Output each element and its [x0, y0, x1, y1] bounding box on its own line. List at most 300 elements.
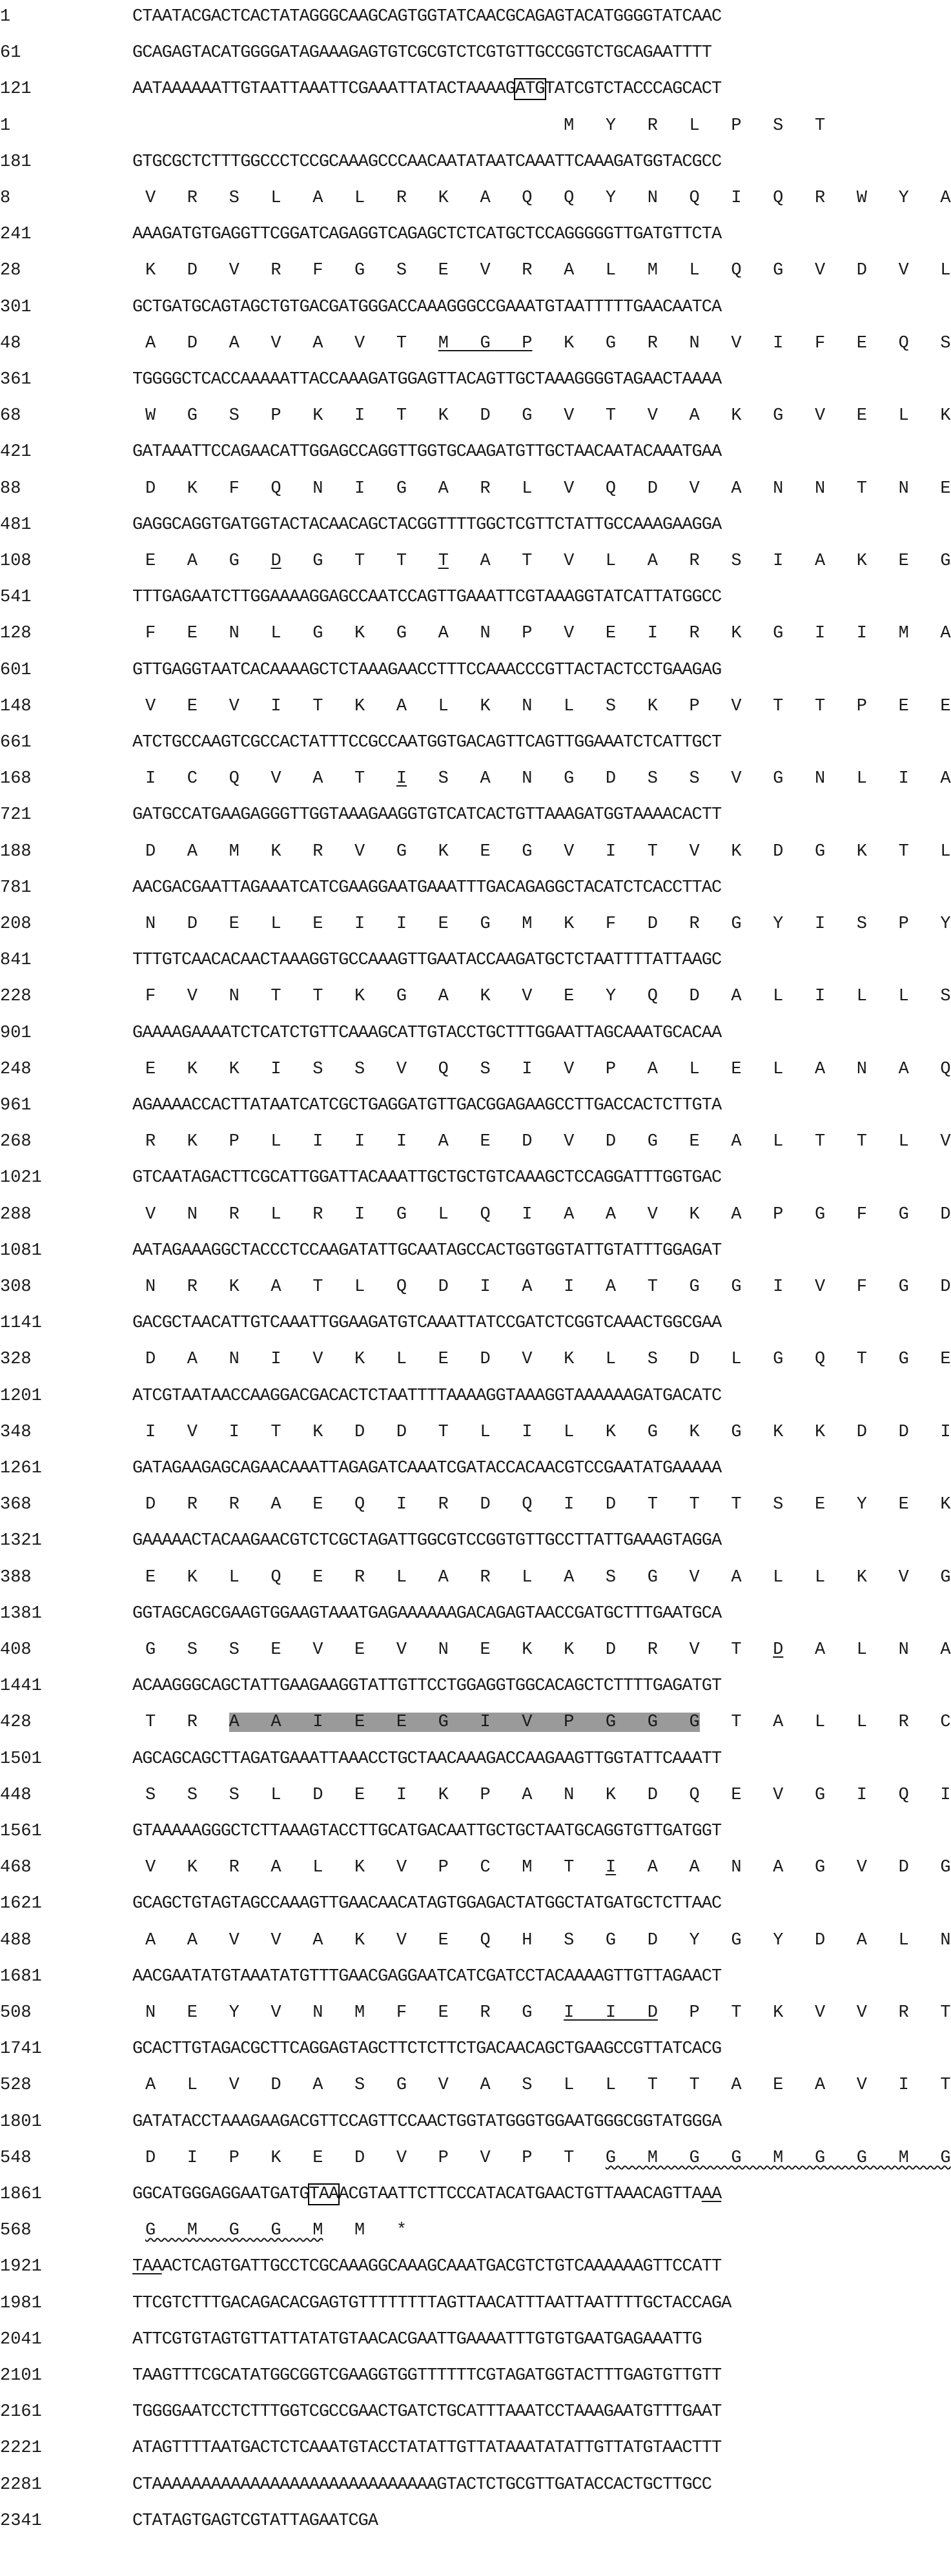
amino-acid-row [0, 984, 951, 1009]
nucleotide-row [0, 2472, 904, 2498]
sequence-segment: G S S E V E V N E K K D R V T [145, 1640, 773, 1660]
sequence-segment: GATATACCTAAAGAAGACGTTCCAGTTCCAACTGGTATGGGTGGAATGGGCGGTATGGGA [132, 2112, 722, 2132]
position-number: 388 [0, 1567, 32, 1587]
amino-acid-row [0, 621, 951, 646]
position-number: 601 [0, 660, 32, 680]
nucleotide-row [0, 802, 904, 828]
underlined-segment: T [438, 551, 449, 571]
position-number: 901 [0, 1023, 32, 1043]
sequence-segment: CTAAAAAAAAAAAAAAAAAAAAAAAAAAAAAGTACTCTGCGTTGATACCACTGCTTGCC [132, 2475, 711, 2495]
underlined-segment: M G P [438, 333, 533, 353]
nucleotide-sequence [132, 222, 721, 247]
nucleotide-row [0, 1020, 904, 1046]
amino-acid-sequence [145, 1928, 951, 1953]
nucleotide-sequence [132, 1673, 721, 1699]
amino-acid-sequence [145, 1565, 951, 1591]
sequence-segment: A L N A [783, 1640, 951, 1660]
amino-acid-row [0, 1709, 951, 1735]
boxed-codon: TAA [309, 2185, 339, 2204]
sequence-segment: ATCTGCCAAGTCGCCACTATTTCCGCCAATGGTGACAGTTCAGTTGGAAATCTCATTGCT [132, 733, 722, 752]
amino-acid-sequence [145, 911, 951, 937]
amino-acid-sequence [145, 1129, 951, 1155]
amino-acid-row [0, 1782, 951, 1808]
sequence-segment: ACTCAGTGATTGCCTCGCAAAGGCAAAGCAAATGACGTCTGTCAAAAAAGTTCCATT [161, 2257, 722, 2277]
amino-acid-sequence [145, 1492, 951, 1518]
sequence-segment: CTAATACGACTCACTATAGGGCAAGCAGTGGTATCAACGCAGAGTACATGGGGTATCAAC [132, 7, 722, 26]
amino-acid-sequence [145, 113, 825, 139]
amino-acid-row [0, 113, 904, 139]
nucleotide-row [0, 2291, 904, 2316]
sequence-segment: A A V V A K V E Q H S G D Y G Y D A L N [145, 1930, 951, 1950]
position-number: 61 [0, 43, 21, 63]
amino-acid-row [0, 1492, 951, 1518]
amino-acid-row [0, 839, 951, 865]
position-number: 1081 [0, 1241, 42, 1261]
position-number: 121 [0, 79, 32, 99]
nucleotide-row [0, 730, 904, 756]
sequence-segment: E K K I S S V Q S I V P A L E L A N A Q [145, 1059, 951, 1079]
position-number: 2161 [0, 2402, 42, 2422]
amino-acid-row [0, 766, 951, 792]
nucleotide-sequence [132, 1093, 721, 1118]
nucleotide-sequence [132, 76, 721, 102]
sequence-segment: E A G [145, 551, 271, 571]
nucleotide-sequence [132, 367, 721, 393]
sequence-segment: AAAGATGTGAGGTTCGGATCAGAGGTCAGAGCTCTCATGCTCCAGGGGGTTGATGTTCTA [132, 225, 722, 245]
position-number: 1 [0, 116, 11, 136]
position-number: 1561 [0, 1822, 42, 1841]
sequence-segment: GCTGATGCAGTAGCTGTGACGATGGGACCAAAGGGCCGAAATGTAATTTTTGAACAATCA [132, 297, 722, 317]
sequence-segment: S A N G D S S V G N L I A [407, 769, 951, 789]
nucleotide-row [0, 1165, 904, 1191]
amino-acid-row [0, 1855, 951, 1880]
position-number: 1381 [0, 1603, 42, 1623]
amino-acid-row [0, 1637, 951, 1663]
position-number: 68 [0, 406, 21, 426]
sequence-segment: TGGGGAATCCTCTTTGGTCGCCGAACTGATCTGCATTTAAATCCTAAAGAATGTTTGAAT [132, 2402, 722, 2422]
nucleotide-row [0, 875, 904, 901]
nucleotide-row [0, 1310, 904, 1336]
amino-acid-row [0, 911, 951, 937]
nucleotide-sequence [132, 1310, 721, 1336]
amino-acid-row [0, 2145, 951, 2171]
sequence-segment: A A N A G V D G [616, 1858, 951, 1878]
position-number: 288 [0, 1204, 32, 1224]
nucleotide-row [0, 1456, 904, 1481]
position-number: 1501 [0, 1749, 42, 1769]
nucleotide-sequence [132, 730, 721, 756]
sequence-segment: G T T [281, 551, 438, 571]
nucleotide-row [0, 2508, 904, 2534]
sequence-segment: I C Q V A T [145, 769, 396, 789]
sequence-segment: GATAAATTCCAGAACATTGGAGCCAGGTTGGTGCAAGATGTTGCTAACAATACAAATGAA [132, 442, 722, 462]
sequence-segment: GTGCGCTCTTTGGCCCTCCGCAAAGCCCAACAATATAATCAAATTCAAAGATGGTACGCC [132, 152, 722, 172]
wavy-underlined-motif: G M G G M G G M G [605, 2148, 951, 2168]
amino-acid-row [0, 548, 951, 574]
position-number: 1741 [0, 2039, 42, 2059]
sequence-segment: ATAGTTTTAATGACTCTCAAATGTACCTATATTGTTATAAATATATTGTTATGTAACTTT [132, 2438, 722, 2458]
position-number: 8 [0, 189, 11, 208]
sequence-segment: W G S P K I T K D G V T V A K G V E L K [145, 406, 951, 426]
nucleotide-row [0, 1601, 904, 1627]
position-number: 188 [0, 841, 32, 861]
sequence-segment: D K F Q N I G A R L V Q D V A N N T N E [145, 479, 951, 499]
underlined-segment: D [773, 1640, 784, 1660]
nucleotide-sequence [132, 2181, 721, 2207]
amino-acid-sequence [145, 839, 951, 865]
nucleotide-sequence [132, 1020, 721, 1046]
sequence-segment: GAAAAGAAAATCTCATCTGTTCAAAGCATTGTACCTGCTTTGGAATTAGCAAATGCACAA [132, 1023, 722, 1043]
position-number: 548 [0, 2148, 32, 2168]
nucleotide-row [0, 294, 904, 320]
amino-acid-sequence [145, 1202, 951, 1228]
position-number: 108 [0, 551, 32, 571]
sequence-segment: I V I T K D D T L I L K G K G K K D D I [145, 1422, 951, 1442]
amino-acid-sequence [145, 1855, 951, 1880]
position-number: 421 [0, 442, 32, 462]
nucleotide-row [0, 1891, 904, 1917]
amino-acid-sequence [145, 2145, 951, 2171]
nucleotide-sequence [132, 512, 721, 538]
amino-acid-sequence [145, 1637, 951, 1663]
sequence-segment: M * [323, 2221, 407, 2241]
position-number: 961 [0, 1096, 32, 1115]
amino-acid-sequence [145, 331, 951, 356]
sequence-segment: D I P K E D V P V P T [145, 2148, 606, 2168]
position-number: 481 [0, 515, 32, 535]
nucleotide-sequence [132, 439, 721, 465]
amino-acid-sequence [145, 185, 951, 211]
position-number: 361 [0, 370, 32, 389]
sequence-segment: ACAAGGGCAGCTATTGAAGAAGGTATTGTTCCTGGAGGTGGCACAGCTCTTTTGAGATGT [132, 1676, 722, 1696]
position-number: 268 [0, 1132, 32, 1152]
sequence-segment: TATCGTCTACCCAGCACT [544, 79, 722, 99]
nucleotide-sequence [132, 2036, 721, 2062]
position-number: 1681 [0, 1966, 42, 1986]
position-number: 248 [0, 1059, 32, 1079]
nucleotide-row [0, 2109, 904, 2135]
sequence-segment: AACGACGAATTAGAAATCATCGAAGGAATGAAATTTGACAGAGGCTACATCTCACCTTAC [132, 878, 722, 898]
nucleotide-sequence [132, 1456, 721, 1481]
nucleotide-sequence [132, 657, 721, 683]
nucleotide-sequence [132, 1819, 721, 1844]
amino-acid-sequence [145, 766, 951, 792]
sequence-segment: V E V I T K A L K N L S K P V T T P E E [145, 696, 951, 716]
sequence-segment: CTATAGTGAGTCGTATTAGAATCGA [132, 2511, 378, 2531]
nucleotide-sequence [132, 2435, 721, 2461]
nucleotide-sequence [132, 2508, 378, 2534]
sequence-segment: D A M K R V G K E G V I T V K D G K T L [145, 841, 951, 861]
sequence-segment: TTTGAGAATCTTGGAAAAGGAGCCAATCCAGTTGAAATTCGTAAAGGTATCATTATGGCC [132, 588, 722, 608]
position-number: 428 [0, 1713, 32, 1733]
amino-acid-row [0, 1419, 951, 1445]
nucleotide-row [0, 1746, 904, 1772]
nucleotide-sequence [132, 2363, 721, 2389]
position-number: 1201 [0, 1386, 42, 1406]
position-number: 488 [0, 1930, 32, 1950]
position-number: 841 [0, 951, 32, 971]
sequence-segment: GACGCTAACATTGTCAAATTGGAAGATGTCAAATTATCCGATCTCGGTCAAACTGGCGAA [132, 1314, 722, 1334]
nucleotide-row [0, 1673, 904, 1699]
position-number: 781 [0, 878, 32, 898]
boxed-codon: ATG [515, 79, 545, 99]
position-number: 1441 [0, 1676, 42, 1696]
nucleotide-row [0, 76, 904, 102]
position-number: 2101 [0, 2366, 42, 2385]
sequence-segment: TGGGGCTCACCAAAAATTACCAAAGATGGAGTTACAGTTGCTAAAGGGGTAGAACTAAAA [132, 370, 722, 389]
sequence-segment: GAGGCAGGTGATGGTACTACAACAGCTACGGTTTTGGCTCGTTCTATTGCCAAAGAAGGA [132, 515, 722, 535]
position-number: 241 [0, 225, 32, 245]
sequence-segment: AACGAATATGTAAATATGTTTGAACGAGGAATCATCGATCCTACAAAAGTTGTTAGAACT [132, 1966, 722, 1986]
nucleotide-row [0, 222, 904, 247]
sequence-segment: GGTAGCAGCGAAGTGGAAGTAAATGAGAAAAAAGACAGAGTAACCGATGCTTTGAATGCA [132, 1603, 722, 1623]
sequence-segment: S S S L D E I K P A N K D Q E V G I Q I [145, 1785, 951, 1805]
sequence-segment: K G R N V I F E Q S [532, 333, 951, 353]
position-number: 348 [0, 1422, 32, 1442]
position-number: 1861 [0, 2185, 42, 2204]
amino-acid-sequence [145, 1419, 951, 1445]
position-number: 1 [0, 7, 11, 26]
sequence-segment: F E N L G K G A N P V E I R K G I I M A [145, 624, 951, 644]
nucleotide-sequence [132, 149, 721, 175]
position-number: 1141 [0, 1314, 42, 1334]
amino-acid-row [0, 1346, 951, 1372]
nucleotide-sequence [132, 4, 721, 30]
nucleotide-row [0, 2036, 904, 2062]
nucleotide-row [0, 1819, 904, 1844]
position-number: 1321 [0, 1531, 42, 1551]
amino-acid-sequence [145, 1782, 951, 1808]
sequence-segment: AGCAGCAGCTTAGATGAAATTAAACCTGCTAACAAAGACCAAGAAGTTGGTATTCAAATT [132, 1749, 722, 1769]
position-number: 328 [0, 1350, 32, 1370]
sequence-segment: GATGCCATGAAGAGGGTTGGTAAAGAAGGTGTCATCACTGTTAAAGATGGTAAAACACTT [132, 805, 722, 825]
amino-acid-row [0, 331, 951, 356]
sequence-segment: D A N I V K L E D V K L S D L G Q T G E [145, 1350, 951, 1370]
amino-acid-row [0, 2000, 951, 2026]
nucleotide-row [0, 2435, 904, 2461]
amino-acid-sequence [145, 621, 951, 646]
nucleotide-sequence [132, 947, 721, 973]
highlighted-motif: A A I E E G I V P G G G [229, 1713, 700, 1733]
nucleotide-row [0, 512, 904, 538]
position-number: 508 [0, 2003, 32, 2023]
position-number: 721 [0, 805, 32, 825]
nucleotide-sequence [132, 2291, 731, 2316]
nucleotide-sequence [132, 1601, 721, 1627]
nucleotide-row [0, 1093, 904, 1118]
position-number: 168 [0, 769, 32, 789]
amino-acid-row [0, 2218, 904, 2243]
sequence-segment: GGCATGGGAGGAATGATG [132, 2185, 309, 2204]
position-number: 88 [0, 479, 21, 499]
nucleotide-row [0, 947, 904, 973]
amino-acid-row [0, 2072, 951, 2098]
amino-acid-row [0, 1565, 951, 1591]
position-number: 1621 [0, 1894, 42, 1914]
position-number: 28 [0, 261, 21, 281]
nucleotide-sequence [132, 1528, 721, 1554]
sequence-segment: M Y R L P S T [145, 116, 826, 136]
position-number: 2221 [0, 2438, 42, 2458]
position-number: 1801 [0, 2112, 42, 2132]
nucleotide-row [0, 149, 904, 175]
position-number: 368 [0, 1495, 32, 1515]
position-number: 1921 [0, 2257, 42, 2277]
amino-acid-sequence [145, 1274, 951, 1300]
nucleotide-sequence [132, 1891, 721, 1917]
amino-acid-row [0, 1274, 951, 1300]
nucleotide-row [0, 367, 904, 393]
nucleotide-sequence [132, 294, 721, 320]
position-number: 2041 [0, 2329, 42, 2349]
underlined-segment: I [605, 1858, 617, 1878]
sequence-segment: A D A V A V T [145, 333, 438, 353]
nucleotide-sequence [132, 2399, 721, 2425]
position-number: 301 [0, 297, 32, 317]
position-number: 1021 [0, 1168, 42, 1188]
nucleotide-sequence [132, 2254, 721, 2280]
amino-acid-sequence [145, 476, 951, 502]
nucleotide-sequence [132, 584, 721, 610]
nucleotide-sequence [132, 1238, 721, 1264]
nucleotide-sequence [132, 2109, 721, 2135]
nucleotide-sequence [132, 40, 711, 66]
sequence-segment: N D E L E I I E G M K F D R G Y I S P Y [145, 914, 951, 934]
position-number: 308 [0, 1277, 32, 1297]
sequence-segment: GATAGAAGAGCAGAACAAATTAGAGATCAAATCGATACCACAACGTCCGAATATGAAAAA [132, 1459, 722, 1478]
amino-acid-sequence [145, 403, 951, 429]
nucleotide-row [0, 657, 904, 683]
sequence-segment: AATAAAAAATTGTAATTAAATTCGAAATTATACTAAAAG [132, 79, 515, 99]
nucleotide-sequence [132, 2472, 711, 2498]
amino-acid-row [0, 1928, 951, 1953]
sequence-segment: TTTGTCAACACAACTAAAGGTGCCAAAGTTGAATACCAAGATGCTCTAATTTTATTAAGC [132, 951, 722, 971]
sequence-segment: GTCAATAGACTTCGCATTGGATTACAAATTGCTGCTGTCAAAGCTCCAGGATTTGGTGAC [132, 1168, 722, 1188]
sequence-segment: T A L L R C [699, 1713, 951, 1733]
sequence-segment: ACGTAATTCTTCCCATACATGAACTGTTAAACAGTTA [338, 2185, 702, 2204]
amino-acid-row [0, 185, 951, 211]
sequence-segment: TAAGTTTCGCATATGGCGGTCGAAGGTGGTTTTTTCGTAGATGGTACTTTGAGTGTTGTT [132, 2366, 722, 2385]
sequence-segment: A L V D A S G V A S L L T T A E A V I T [145, 2076, 951, 2096]
amino-acid-sequence [145, 2218, 407, 2243]
amino-acid-sequence [145, 1709, 951, 1735]
sequence-segment: GCACTTGTAGACGCTTCAGGAGTAGCTTCTCTTCTGACAACAGCTGAAGCCGTTATCACG [132, 2039, 722, 2059]
nucleotide-row [0, 439, 904, 465]
nucleotide-row [0, 40, 904, 66]
nucleotide-sequence [132, 2327, 702, 2353]
wavy-underlined-motif: G M G G M [145, 2221, 323, 2241]
sequence-segment: D R R A E Q I R D Q I D T T T S E Y E K [145, 1495, 951, 1515]
amino-acid-sequence [145, 984, 951, 1009]
sequence-segment: TTCGTCTTTGACAGACACGAGTGTTTTTTTTAGTTAACATTTAATTAATTTTGCTACCAGA [132, 2293, 731, 2313]
amino-acid-sequence [145, 548, 951, 574]
sequence-segment: V N R L R I G L Q I A A V K A P G F G D [145, 1204, 951, 1224]
sequence-segment: GAAAAACTACAAGAACGTCTCGCTAGATTGGCGTCCGGTGTTGCCTTATTGAAAGTAGGA [132, 1531, 722, 1551]
position-number: 661 [0, 733, 32, 752]
nucleotide-row [0, 2327, 904, 2353]
underlined-segment: I I D [564, 2003, 658, 2023]
sequence-segment: GTAAAAAGGGCTCTTAAAGTACCTTGCATGACAATTGCTGCTAATGCAGGTGTTGATGGT [132, 1822, 722, 1841]
underlined-segment: I [396, 769, 407, 789]
nucleotide-row [0, 2399, 904, 2425]
nucleotide-sequence [132, 1383, 721, 1409]
sequence-segment: AATAGAAAGGCTACCCTCCAAGATATTGCAATAGCCACTGGTGGTATTGTATTTGGAGAT [132, 1241, 722, 1261]
nucleotide-row [0, 4, 904, 30]
amino-acid-sequence [145, 694, 951, 719]
sequence-segment: P T K V V R T [657, 2003, 951, 2023]
nucleotide-row [0, 2181, 904, 2207]
sequence-segment: ATTCGTGTAGTGTTATTATATGTAACACGAATTGAAAATTTGTGTGAATGAGAAATTG [132, 2329, 702, 2349]
position-number: 528 [0, 2076, 32, 2096]
sequence-segment: N R K A T L Q D I A I A T G G I V F G D [145, 1277, 951, 1297]
position-number: 568 [0, 2221, 32, 2241]
position-number: 1261 [0, 1459, 42, 1478]
sequence-segment: V K R A L K V P C M T [145, 1858, 606, 1878]
position-number: 148 [0, 696, 32, 716]
sequence-segment: N E Y V N M F E R G [145, 2003, 564, 2023]
position-number: 48 [0, 333, 21, 353]
amino-acid-row [0, 694, 951, 719]
nucleotide-row [0, 1964, 904, 1990]
sequence-segment: K D V R F G S E V R A L M L Q G V D V L [145, 261, 951, 281]
sequence-segment: A T V L A R S I A K E G [448, 551, 951, 571]
nucleotide-row [0, 1528, 904, 1554]
amino-acid-row [0, 1129, 951, 1155]
amino-acid-row [0, 258, 951, 283]
position-number: 448 [0, 1785, 32, 1805]
nucleotide-row [0, 1383, 904, 1409]
amino-acid-row [0, 1056, 951, 1082]
sequence-segment: GTTGAGGTAATCACAAAAGCTCTAAAGAACCTTTCCAAACCCGTTACTACTCCTGAAGAG [132, 660, 722, 680]
nucleotide-row [0, 2363, 904, 2389]
amino-acid-sequence [145, 258, 951, 283]
nucleotide-row [0, 2254, 904, 2280]
position-number: 408 [0, 1640, 32, 1660]
position-number: 208 [0, 914, 32, 934]
nucleotide-sequence [132, 1746, 721, 1772]
sequence-segment: ATCGTAATAACCAAGGACGACACTCTAATTTTAAAAGGTAAAGGTAAAAAAGATGACATC [132, 1386, 722, 1406]
amino-acid-sequence [145, 1346, 951, 1372]
underlined-segment: AA [701, 2185, 722, 2204]
amino-acid-row [0, 1202, 951, 1228]
underlined-segment: TAA [132, 2257, 162, 2277]
sequence-segment: R K P L I I I A E D V D G E A L T T L V [145, 1132, 951, 1152]
amino-acid-row [0, 476, 951, 502]
position-number: 2341 [0, 2511, 42, 2531]
nucleotide-sequence [132, 1964, 721, 1990]
sequence-segment: GCAGCTGTAGTAGCCAAAGTTGAACAACATAGTGGAGACTATGGCTATGATGCTCTTAAC [132, 1894, 722, 1914]
sequence-segment: T R [145, 1713, 229, 1733]
amino-acid-sequence [145, 2072, 951, 2098]
sequence-segment: F V N T T K G A K V E Y Q D A L I L L S [145, 987, 951, 1007]
amino-acid-sequence [145, 1056, 951, 1082]
sequence-segment: V R S L A L R K A Q Q Y N Q I Q R W Y A [145, 189, 951, 208]
nucleotide-row [0, 1238, 904, 1264]
nucleotide-sequence [132, 802, 721, 828]
position-number: 468 [0, 1858, 32, 1878]
sequence-segment: AGAAAACCACTTATAATCATCGCTGAGGATGTTGACGGAGAAGCCTTGACCACTCTTGTA [132, 1096, 722, 1115]
position-number: 228 [0, 987, 32, 1007]
sequence-segment: GCAGAGTACATGGGGATAGAAAGAGTGTCGCGTCTCGTGTTGCCGGTCTGCAGAATTTT [132, 43, 711, 63]
sequence-segment: E K L Q E R L A R L A S G V A L L K V G [145, 1567, 951, 1587]
position-number: 541 [0, 588, 32, 608]
nucleotide-sequence [132, 875, 721, 901]
position-number: 2281 [0, 2475, 42, 2495]
position-number: 181 [0, 152, 32, 172]
nucleotide-sequence [132, 1165, 721, 1191]
nucleotide-row [0, 584, 904, 610]
amino-acid-row [0, 403, 951, 429]
